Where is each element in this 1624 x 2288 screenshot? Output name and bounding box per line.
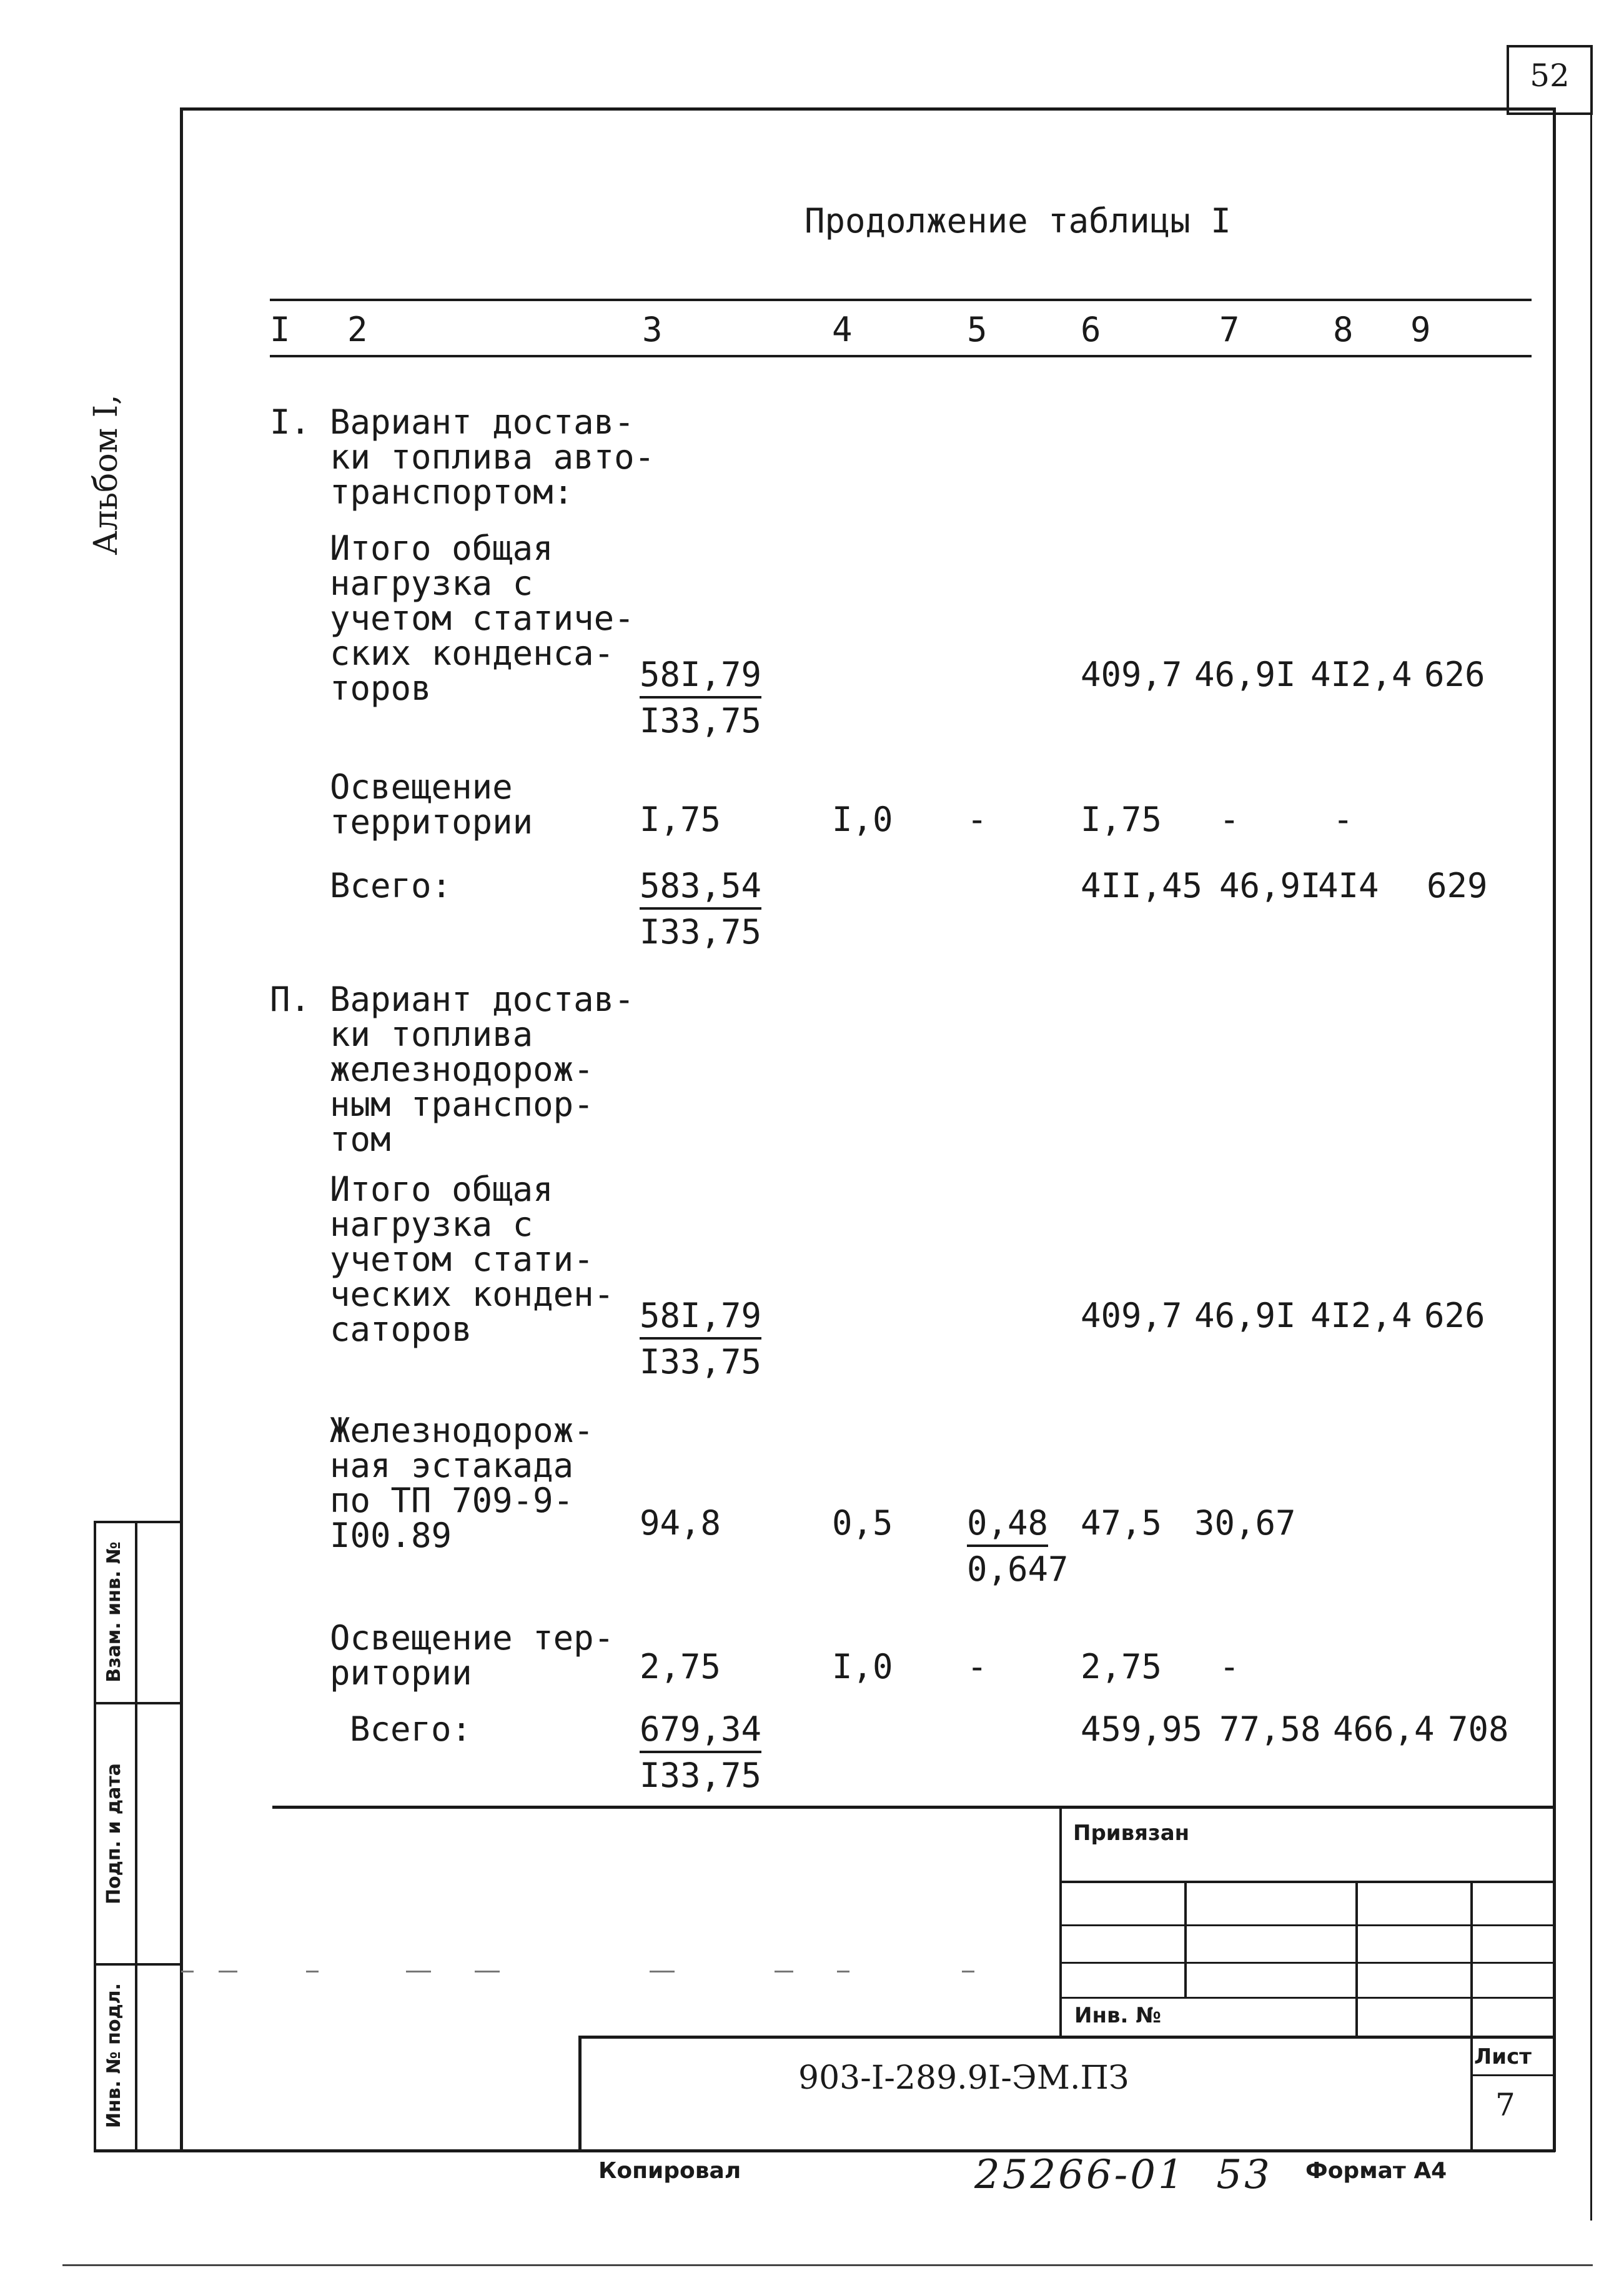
- v1-total-c6: 409,7: [1081, 655, 1182, 694]
- v1-lighting-c8: -: [1333, 800, 1354, 839]
- v2-lighting-c4: I,0: [832, 1647, 893, 1686]
- v2-lighting-c3: 2,75: [640, 1647, 721, 1686]
- stamp-v2: [1184, 1881, 1187, 1998]
- v1-sum-c7: 46,9I: [1219, 866, 1321, 905]
- frame-right-outer: [1590, 115, 1592, 2221]
- v1-lighting-c3: I,75: [640, 800, 721, 839]
- stamp-v3: [1355, 1881, 1358, 2037]
- desc-line: Освещение: [330, 767, 513, 807]
- v2-lighting-desc: [330, 1618, 615, 1693]
- v2-total-c8: 4I2,4: [1310, 1296, 1412, 1335]
- frame-top: [181, 107, 1555, 111]
- col-5: 5: [967, 310, 988, 349]
- desc-line: территории: [330, 802, 533, 842]
- v2-total-c7: 46,9I: [1194, 1296, 1296, 1335]
- fold-line: [775, 1971, 793, 1972]
- stamp-v4: [1470, 1881, 1473, 2149]
- v2-trestle-c4: 0,5: [832, 1503, 893, 1543]
- v2-sum-c3-bottom: I33,75: [640, 1756, 762, 1795]
- fold-line: [219, 1971, 237, 1972]
- v2-total-c3-top: 58I,79: [640, 1298, 761, 1340]
- fold-line: [475, 1971, 500, 1972]
- v1-total-c8: 4I2,4: [1310, 655, 1412, 694]
- stamp-bound-label: Привязан: [1073, 1821, 1190, 1846]
- desc-line: ритории: [330, 1653, 472, 1693]
- v2-total-c6: 409,7: [1081, 1296, 1182, 1335]
- stamp-v-left: [1059, 1806, 1062, 2037]
- side-vzam: Взам. инв. №: [103, 1541, 125, 1683]
- variant2-title-line: железнодорож-: [330, 1050, 594, 1089]
- v2-lighting-c6: 2,75: [1081, 1647, 1162, 1686]
- variant1-title-line: ки топлива авто-: [330, 437, 655, 477]
- v2-trestle-c3: 94,8: [640, 1503, 721, 1543]
- side-stamp-left: [94, 1521, 96, 2152]
- fold-line: [962, 1971, 974, 1972]
- fold-line: [650, 1971, 675, 1972]
- desc-line: учетом стати-: [330, 1240, 594, 1279]
- variant1-title: [330, 402, 655, 512]
- desc-line: Освещение тер-: [330, 1618, 615, 1658]
- v1-sum-desc: Всего:: [330, 866, 452, 905]
- v2-sum-c9: 708: [1448, 1709, 1509, 1749]
- v1-sum-c8: 4I4: [1318, 866, 1379, 905]
- variant2-title: [330, 982, 635, 1157]
- stamp-inv-label: Инв. №: [1074, 2003, 1162, 2028]
- fold-line: [181, 1971, 194, 1972]
- col-8: 8: [1333, 310, 1354, 349]
- v2-lighting-c5: -: [967, 1647, 988, 1686]
- v1-sum-c3-bottom: I33,75: [640, 912, 762, 952]
- desc-line: ских конденса-: [330, 634, 615, 673]
- v1-lighting-c5: -: [967, 800, 988, 839]
- frame-left: [180, 107, 183, 2151]
- desc-line: ная эстакада: [330, 1446, 574, 1485]
- page-number: 52: [1530, 57, 1570, 94]
- table-top-rule: [270, 299, 1532, 301]
- v1-sum-c6: 4II,45: [1081, 866, 1203, 905]
- table-header-rule: [270, 355, 1532, 357]
- v2-sum-c3-top: 679,34: [640, 1712, 761, 1753]
- doc-code: 903-I-289.9I-ЭМ.ПЗ: [798, 2059, 1129, 2097]
- desc-line: нагрузка с: [330, 564, 533, 603]
- v2-trestle-desc: [330, 1413, 594, 1553]
- variant2-label: П.: [270, 980, 311, 1019]
- frame-bottom: [94, 2149, 1555, 2152]
- continuation-title: Продолжение таблицы I: [805, 201, 1231, 241]
- v2-total-load-desc: [330, 1172, 614, 1347]
- v1-total-c3-top: 58I,79: [640, 657, 761, 699]
- col-4: 4: [832, 310, 853, 349]
- stamp-top-rule: [272, 1806, 1554, 1809]
- footer-copied: Копировал: [598, 2158, 741, 2184]
- v2-trestle-c5-bottom: 0,647: [967, 1549, 1069, 1589]
- variant1-label: I.: [270, 402, 311, 442]
- v1-total-c7: 46,9I: [1194, 655, 1296, 694]
- side-podp: Подп. и дата: [103, 1763, 125, 1905]
- v2-lighting-c7: -: [1219, 1647, 1240, 1686]
- v2-sum-desc: Всего:: [350, 1709, 472, 1749]
- desc-line: Итого общая: [330, 1170, 553, 1209]
- sheet-label: Лист: [1474, 2044, 1532, 2069]
- desc-line: ческих конден-: [330, 1275, 615, 1314]
- col-1: I: [270, 310, 290, 349]
- v1-lighting-desc: [330, 767, 533, 842]
- footer-handwritten: 25266-01 53: [974, 2152, 1272, 2198]
- v2-trestle-c7: 30,67: [1194, 1503, 1296, 1543]
- desc-line: I00.89: [330, 1516, 452, 1555]
- sheet-number: 7: [1495, 2087, 1515, 2123]
- side-inv-podl: Инв. № подл.: [103, 1982, 125, 2129]
- desc-line: нагрузка с: [330, 1205, 533, 1244]
- v1-sum-c9: 629: [1427, 866, 1488, 905]
- v2-sum-c6: 459,95: [1081, 1709, 1203, 1749]
- col-9: 9: [1410, 310, 1431, 349]
- sheet-divider: [1470, 2074, 1554, 2076]
- col-2: 2: [347, 310, 368, 349]
- code-box-left: [578, 2036, 582, 2151]
- stamp-h1: [1059, 1881, 1554, 1883]
- col-3: 3: [642, 310, 663, 349]
- v2-sum-c8: 466,4: [1333, 1709, 1435, 1749]
- v1-total-c3-bottom: I33,75: [640, 701, 762, 740]
- side-stamp-mid: [135, 1521, 137, 2152]
- v1-total-c9: 626: [1424, 655, 1485, 694]
- v2-total-c3-bottom: I33,75: [640, 1342, 762, 1381]
- fold-line: [837, 1971, 849, 1972]
- variant1-title-line: транспортом:: [330, 472, 574, 512]
- v2-sum-c7: 77,58: [1219, 1709, 1321, 1749]
- footer-format: Формат А4: [1305, 2158, 1447, 2184]
- desc-line: саторов: [330, 1310, 472, 1349]
- fold-line: [306, 1971, 319, 1972]
- v1-sum-c3-top: 583,54: [640, 868, 761, 910]
- v1-lighting-c7: -: [1219, 800, 1240, 839]
- desc-line: торов: [330, 669, 432, 708]
- variant2-title-line: ки топлива: [330, 1015, 533, 1054]
- desc-line: Железнодорож-: [330, 1411, 594, 1450]
- frame-right: [1553, 107, 1556, 2152]
- code-box-top: [580, 2036, 1554, 2039]
- desc-line: Итого общая: [330, 529, 553, 568]
- v1-lighting-c4: I,0: [832, 800, 893, 839]
- stamp-h3: [1059, 1962, 1554, 1964]
- desc-line: учетом статиче-: [330, 599, 635, 638]
- fold-line: [406, 1971, 431, 1972]
- desc-line: по ТП 709-9-: [330, 1481, 574, 1520]
- col-6: 6: [1081, 310, 1101, 349]
- col-7: 7: [1219, 310, 1240, 349]
- v1-total-load-desc: [330, 531, 635, 706]
- page-edge-bottom: [62, 2264, 1593, 2266]
- stamp-h4: [1059, 1997, 1554, 1999]
- v2-trestle-c6: 47,5: [1081, 1503, 1162, 1543]
- v1-lighting-c6: I,75: [1081, 800, 1162, 839]
- stamp-h2: [1059, 1924, 1554, 1926]
- v2-trestle-c5-top: 0,48: [967, 1506, 1048, 1547]
- album-label: Альбом I,: [87, 394, 125, 555]
- v2-total-c9: 626: [1424, 1296, 1485, 1335]
- variant2-title-line: том: [330, 1120, 391, 1159]
- variant2-title-line: ным транспор-: [330, 1085, 594, 1124]
- variant2-title-line: Вариант достав-: [330, 980, 635, 1019]
- variant1-title-line: Вариант достав-: [330, 402, 635, 442]
